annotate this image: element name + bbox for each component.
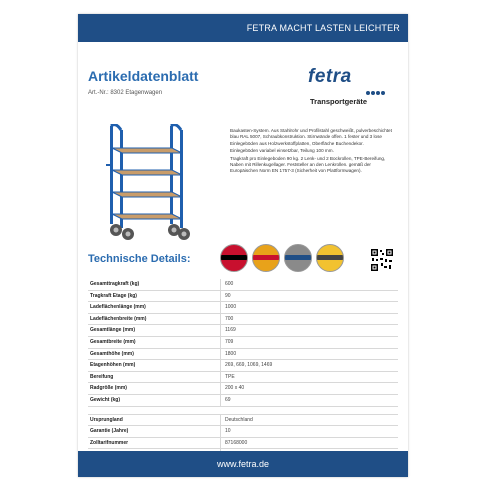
table-row: Ladeflächenlänge (mm) 1000 [88,302,398,314]
datasheet-page [78,14,408,477]
page-title: Artikeldatenblatt [88,68,199,84]
table-divider [88,407,398,415]
qr-code-icon [370,248,394,272]
article-number: Art.-Nr.: 8302 Etagenwagen [88,90,163,96]
fix-badge-icon [316,244,344,272]
logo-word: fetra [308,66,352,87]
section-title: Technische Details: [88,253,191,265]
table-row: Tragkraft Etage (kg) 90 [88,291,398,303]
table-row: Gesamthöhe (mm) 1800 [88,349,398,361]
table-row: Gewicht (kg) 69 [88,395,398,407]
shelf-trolley-image [106,124,192,240]
website-link[interactable]: www.fetra.de [216,459,270,469]
table-row: Garantie (Jahre) 10 [88,426,398,438]
table-row: Gesamtbreite (mm) 709 [88,337,398,349]
header-slogan: FETRA MACHT LASTEN LEICHTER [246,23,400,33]
quality-seal-badge-icon [284,244,312,272]
spec-table [88,279,398,461]
table-row: Zolltarifnummer 87168000 [88,438,398,450]
header-bar [78,14,408,42]
guarantee-badge-icon [252,244,280,272]
description-paragraph: Einlegeböden variabel einsetzbar, Teilung 100 mm. [230,148,334,154]
fetra-logo [308,66,398,111]
description-paragraph: Baukasten-System. Aus Stahlrohr und Profilstahl geschweißt, pulverbeschichtet blau RAL 5007, Schraubkonstruktion. Stirnwände offen. 1 fester und 3 lose Einlegeböden aus Holzwerkstoffplatten, Oberfläche Buchendekor. [230,128,392,146]
table-row: Bereifung TPE [88,372,398,384]
table-row: Radgröße (mm) 200 x 40 [88,383,398,395]
logo-dots-icon [366,82,386,100]
table-row: Etagenhöhen (mm) 269, 669, 1069, 1469 [88,360,398,372]
made-in-germany-badge-icon [220,244,248,272]
table-row: Ursprungland Deutschland [88,415,398,427]
table-row: Gesamtlänge (mm) 1169 [88,325,398,337]
table-row: Gesamttragkraft (kg) 600 [88,279,398,291]
logo-tagline: Transportgeräte [310,97,368,106]
product-description [230,128,395,176]
footer-bar [78,451,408,477]
description-paragraph: Tragkraft pro Einlegeboden 90 kg. 2 Lenk- und 2 Bockrollen, TPE-Bereifung, Naben mit Rillenkugellager. Feststeller an den Lenkrollen. gemäß der Europäischen Norm EN 1757-3 (Sicherheit von Plattformwagen). [230,155,386,174]
quality-badges [220,244,360,274]
table-row: Ladeflächenbreite (mm) 700 [88,314,398,326]
